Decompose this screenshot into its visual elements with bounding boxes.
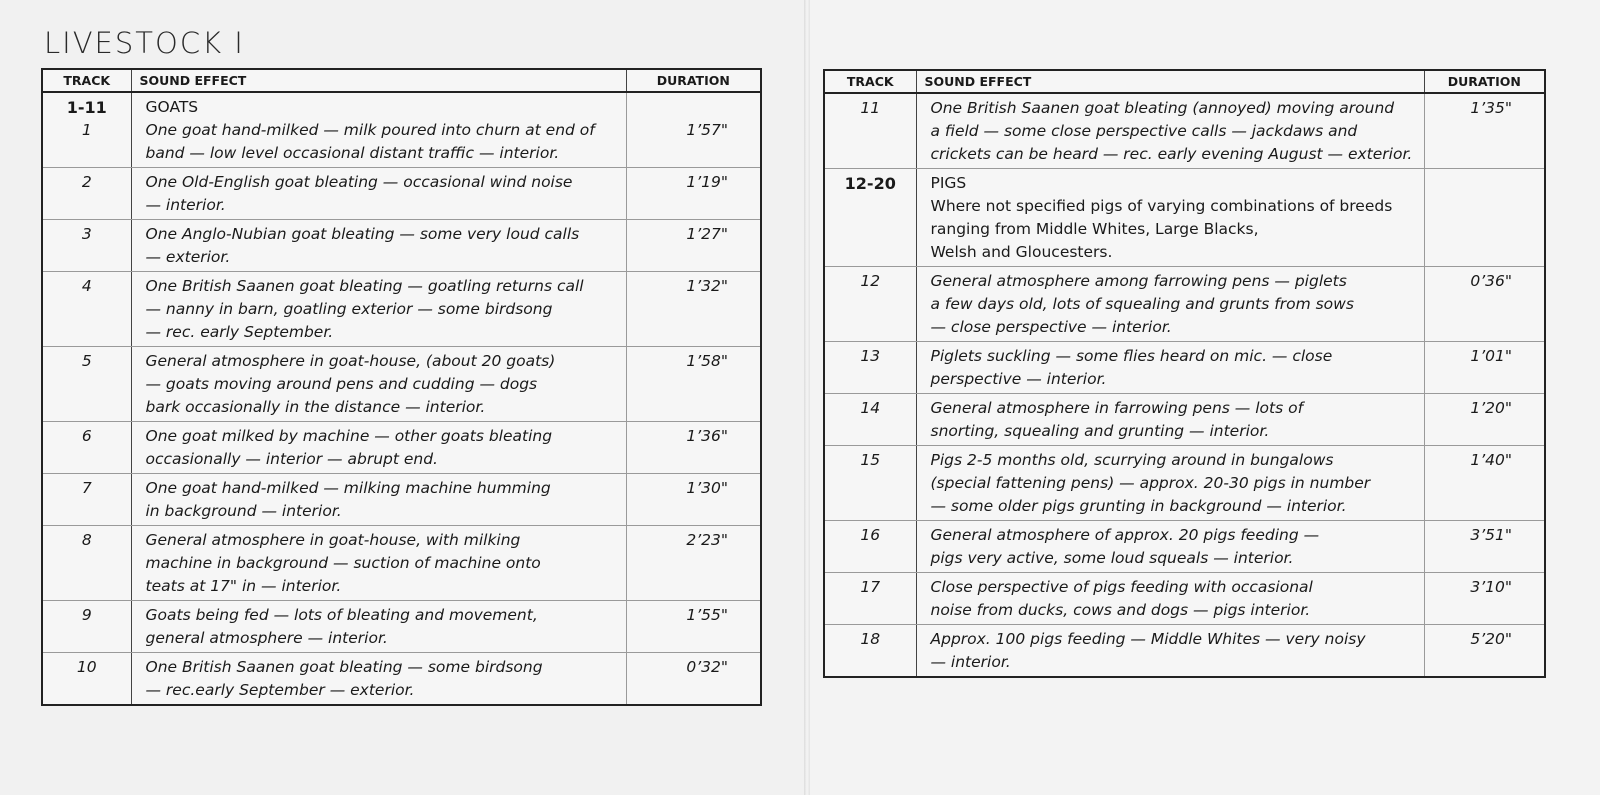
effect-description: One Old-English goat bleating — occasional wind noise — interior.: [145, 173, 573, 214]
track-cell: [824, 267, 916, 342]
table-row: [42, 92, 761, 168]
duration-value: 0’32": [686, 658, 728, 676]
duration-cell: [626, 347, 761, 422]
duration-value: 1’27": [686, 225, 728, 243]
effect-cell: [916, 394, 1424, 446]
track-cell: [824, 446, 916, 521]
table-row: [42, 422, 761, 474]
effect-description: One British Saanen goat bleating — goatling returns call — nanny in barn, goatling exterior — some birdsong — rec. early September.: [145, 277, 584, 341]
track-cell: [42, 347, 131, 422]
duration-spacer: [641, 96, 729, 119]
track-number: 3: [81, 225, 92, 243]
duration-cell: [626, 168, 761, 220]
track-column-header: TRACK: [824, 70, 916, 93]
group-note: Where not specified pigs of varying combinations of breeds ranging from Middle Whites, Large Blacks, Welsh and Gloucesters.: [930, 197, 1393, 261]
duration-column-header: DURATION: [626, 69, 761, 92]
track-cell: [824, 93, 916, 169]
duration-cell: [626, 92, 761, 168]
track-number: 1: [81, 121, 92, 139]
effect-cell: [131, 168, 626, 220]
duration-value: 1’36": [686, 427, 728, 445]
table-row: [824, 521, 1545, 573]
effect-cell: [916, 169, 1424, 267]
track-number: 13: [860, 347, 881, 365]
track-cell: [42, 474, 131, 526]
group-header-row: [824, 169, 1545, 267]
table-row: [42, 168, 761, 220]
duration-cell: [1424, 394, 1545, 446]
effect-description: Pigs 2-5 months old, scurrying around in bungalows (special fattening pens) — approx. 20-30 pigs in number — some older pigs grunting in background — interior.: [930, 451, 1371, 515]
effect-cell: [916, 342, 1424, 394]
duration-value: 1’35": [1470, 99, 1512, 117]
track-number: 14: [860, 399, 881, 417]
track-cell: [42, 220, 131, 272]
duration-value: 1’55": [686, 606, 728, 624]
effect-description: One goat hand-milked — milk poured into churn at end of band — low level occasional distant traffic — interior.: [145, 121, 595, 162]
duration-value: 1’40": [1470, 451, 1512, 469]
track-number: 7: [81, 479, 92, 497]
effect-description: Approx. 100 pigs feeding — Middle Whites — very noisy — interior.: [930, 630, 1366, 671]
duration-value: 1’32": [686, 277, 728, 295]
track-cell: [824, 521, 916, 573]
effect-description: One Anglo-Nubian goat bleating — some very loud calls — exterior.: [145, 225, 580, 266]
track-cell: [42, 92, 131, 168]
track-number: 11: [860, 99, 881, 117]
left-track-table: [41, 68, 762, 706]
table-row: [824, 573, 1545, 625]
duration-cell: [1424, 267, 1545, 342]
table-row: [42, 474, 761, 526]
effect-description: Goats being fed — lots of bleating and movement, general atmosphere — interior.: [145, 606, 538, 647]
duration-value: 1’57": [686, 121, 728, 139]
duration-cell: [1424, 521, 1545, 573]
table-row: [42, 653, 761, 706]
track-number: 8: [81, 531, 92, 549]
duration-cell: [626, 601, 761, 653]
track-cell: [824, 394, 916, 446]
effect-cell: [916, 267, 1424, 342]
page-title: LIVESTOCK I: [44, 26, 245, 60]
table-header-row: [824, 70, 1545, 93]
duration-cell: [1424, 169, 1545, 267]
duration-value: 1’01": [1470, 347, 1512, 365]
track-cell: [824, 169, 916, 267]
effect-description: General atmosphere among farrowing pens — piglets a few days old, lots of squealing and grunts from sows — close perspective — interior.: [930, 272, 1354, 336]
effect-description: Piglets suckling — some flies heard on mic. — close perspective — interior.: [930, 347, 1333, 388]
duration-cell: [626, 474, 761, 526]
track-cell: [824, 342, 916, 394]
track-number: 6: [81, 427, 92, 445]
effect-description: General atmosphere in farrowing pens — lots of snorting, squealing and grunting — interior.: [930, 399, 1304, 440]
table-row: [42, 347, 761, 422]
group-range: 12-20: [844, 174, 896, 193]
track-number: 15: [860, 451, 881, 469]
effect-description: General atmosphere in goat-house, (about 20 goats) — goats moving around pens and cudding — dogs bark occasionally in the distance — interior.: [145, 352, 556, 416]
effect-cell: [131, 347, 626, 422]
duration-cell: [1424, 573, 1545, 625]
group-name: PIGS: [930, 174, 967, 192]
effect-cell: [131, 474, 626, 526]
track-number: 12: [860, 272, 881, 290]
track-number: 16: [860, 526, 881, 544]
track-cell: [42, 601, 131, 653]
effect-description: General atmosphere of approx. 20 pigs feeding — pigs very active, some loud squeals — interior.: [930, 526, 1320, 567]
duration-cell: [626, 526, 761, 601]
table-row: [824, 625, 1545, 678]
table-row: [824, 342, 1545, 394]
track-number: 9: [81, 606, 92, 624]
right-track-table: [823, 69, 1546, 678]
table-row: [42, 526, 761, 601]
effect-cell: [131, 92, 626, 168]
duration-cell: [626, 653, 761, 706]
table-header-row: [42, 69, 761, 92]
effect-cell: [131, 526, 626, 601]
effect-cell: [916, 521, 1424, 573]
effect-cell: [916, 573, 1424, 625]
track-cell: [42, 653, 131, 706]
duration-value: 3’10": [1470, 578, 1512, 596]
track-number: 17: [860, 578, 881, 596]
table-row: [42, 272, 761, 347]
duration-cell: [626, 422, 761, 474]
page-fold: [804, 0, 810, 795]
table-row: [42, 220, 761, 272]
track-cell: [824, 625, 916, 678]
track-cell: [42, 422, 131, 474]
effect-cell: [131, 272, 626, 347]
duration-cell: [1424, 93, 1545, 169]
duration-cell: [1424, 625, 1545, 678]
track-number: 4: [81, 277, 92, 295]
effect-description: General atmosphere in goat-house, with milking machine in background — suction of machine onto teats at 17" in — interior.: [145, 531, 541, 595]
duration-value: 0’36": [1470, 272, 1512, 290]
track-number: 10: [76, 658, 97, 676]
track-cell: [42, 272, 131, 347]
effect-cell: [131, 653, 626, 706]
duration-value: 2’23": [686, 531, 728, 549]
effect-column-header: SOUND EFFECT: [916, 70, 1424, 93]
track-number: 18: [860, 630, 881, 648]
effect-cell: [131, 422, 626, 474]
group-name: GOATS: [145, 98, 199, 116]
track-cell: [824, 573, 916, 625]
duration-value: 1’19": [686, 173, 728, 191]
effect-cell: [131, 220, 626, 272]
duration-value: 3’51": [1470, 526, 1512, 544]
effect-description: One British Saanen goat bleating (annoyed) moving around a field — some close perspective calls — jackdaws and crickets can be heard — rec. early evening August — exterior.: [930, 99, 1413, 163]
duration-value: 1’20": [1470, 399, 1512, 417]
effect-cell: [916, 446, 1424, 521]
duration-column-header: DURATION: [1424, 70, 1545, 93]
duration-cell: [626, 220, 761, 272]
table-row: [824, 267, 1545, 342]
duration-cell: [1424, 342, 1545, 394]
duration-value: 1’30": [686, 479, 728, 497]
track-cell: [42, 168, 131, 220]
table-row: [824, 93, 1545, 169]
table-row: [824, 394, 1545, 446]
effect-description: One British Saanen goat bleating — some birdsong — rec.early September — exterior.: [145, 658, 543, 699]
effect-cell: [916, 625, 1424, 678]
effect-cell: [131, 601, 626, 653]
effect-description: One goat hand-milked — milking machine humming in background — interior.: [145, 479, 551, 520]
track-number: 2: [81, 173, 92, 191]
effect-description: One goat milked by machine — other goats bleating occasionally — interior — abrupt end.: [145, 427, 553, 468]
effect-column-header: SOUND EFFECT: [131, 69, 626, 92]
effect-cell: [916, 93, 1424, 169]
duration-cell: [626, 272, 761, 347]
track-column-header: TRACK: [42, 69, 131, 92]
track-number: 5: [81, 352, 92, 370]
effect-description: Close perspective of pigs feeding with occasional noise from ducks, cows and dogs — pigs interior.: [930, 578, 1313, 619]
duration-cell: [1424, 446, 1545, 521]
table-row: [42, 601, 761, 653]
group-range: 1-11: [66, 98, 107, 117]
table-row: [824, 446, 1545, 521]
duration-value: 5’20": [1470, 630, 1512, 648]
duration-value: 1’58": [686, 352, 728, 370]
track-cell: [42, 526, 131, 601]
